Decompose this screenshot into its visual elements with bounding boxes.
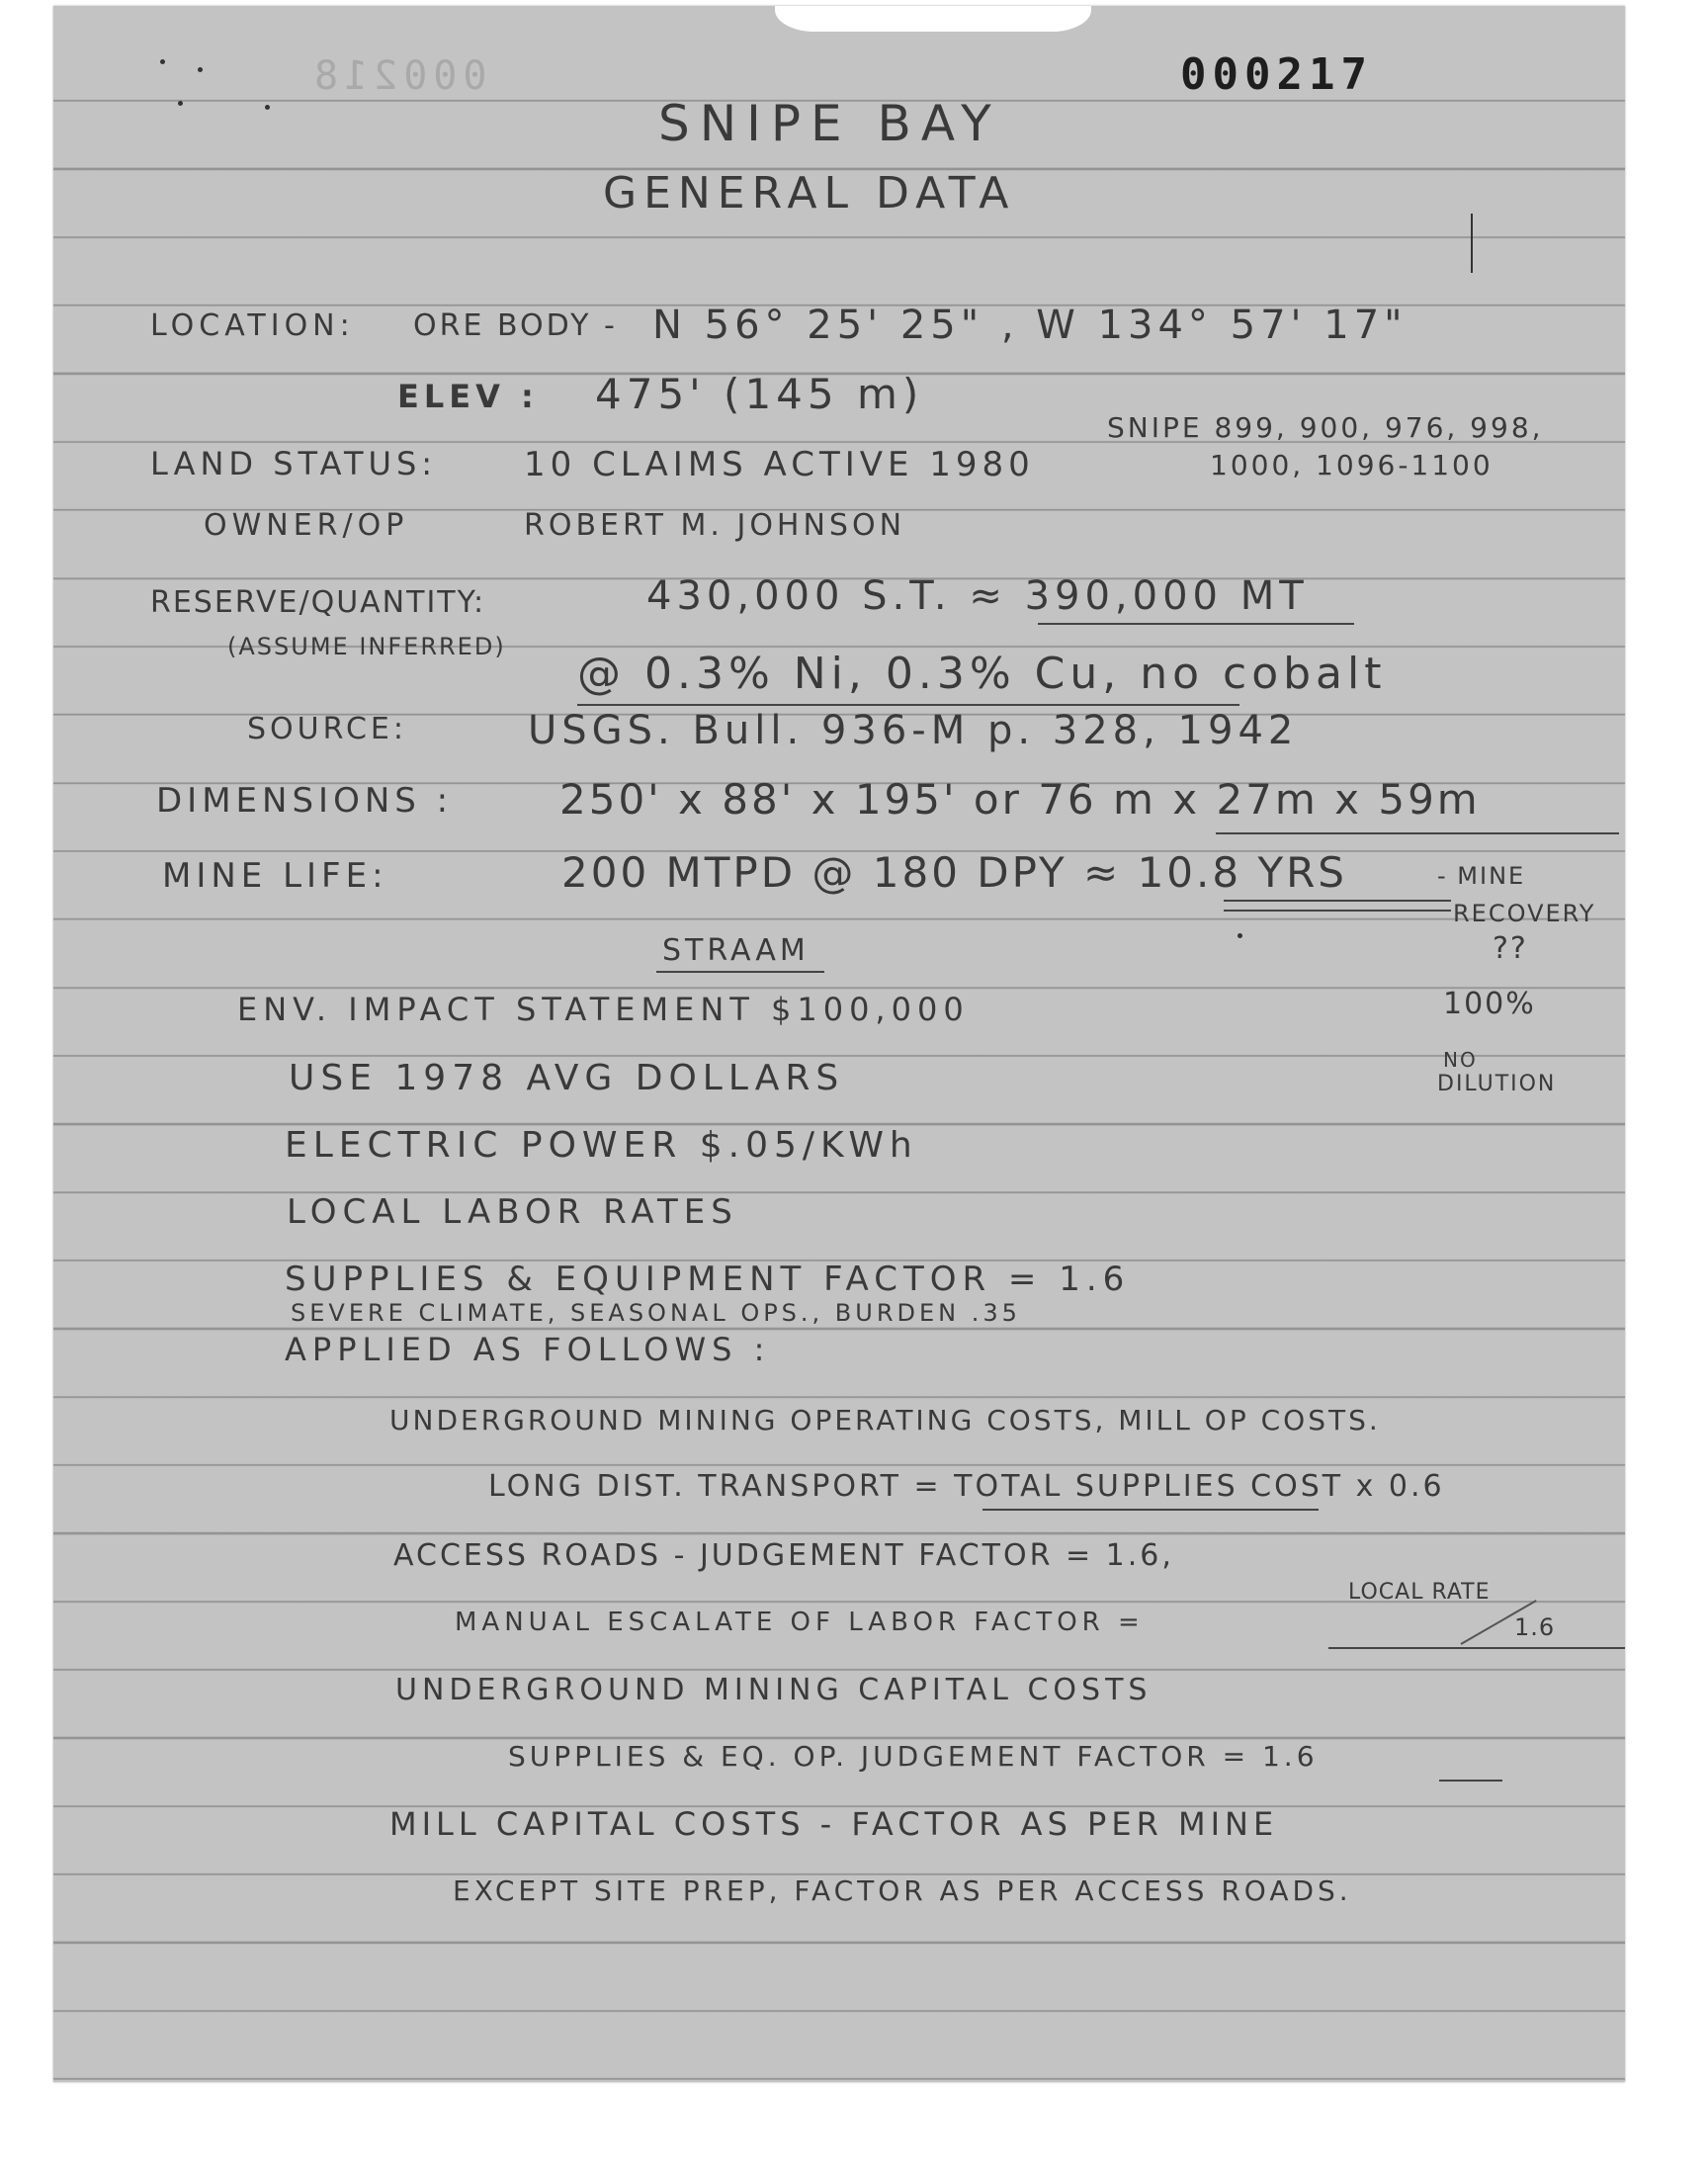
note-mill-capital: MILL CAPITAL COSTS - FACTOR AS PER MINE (389, 1805, 1279, 1843)
note-dollars: USE 1978 AVG DOLLARS (289, 1058, 845, 1098)
owner-value: ROBERT M. JOHNSON (524, 508, 906, 543)
source-value: USGS. Bull. 936-M p. 328, 1942 (528, 708, 1299, 753)
elevation-label: ELEV : (397, 378, 539, 415)
page-subtitle: GENERAL DATA (603, 168, 1016, 218)
note-applied: APPLIED AS FOLLOWS : (285, 1331, 771, 1368)
reserve-grade: @ 0.3% Ni, 0.3% Cu, no cobalt (577, 649, 1387, 699)
reserve-assumption: (ASSUME INFERRED) (227, 633, 506, 660)
sheet-tab-notch (775, 6, 1091, 32)
dimensions-label: DIMENSIONS : (156, 781, 454, 821)
underline (1328, 1647, 1625, 1649)
land-status-value: 10 CLAIMS ACTIVE 1980 (524, 445, 1035, 484)
underline (982, 1509, 1319, 1511)
mine-life-label: MINE LIFE: (162, 856, 388, 896)
underline (1216, 832, 1619, 834)
note-access-roads: ACCESS ROADS - JUDGEMENT FACTOR = 1.6, (393, 1538, 1174, 1573)
recovery-query: ?? (1493, 931, 1528, 966)
note-electric-power: ELECTRIC POWER $.05/KWh (285, 1125, 918, 1166)
note-long-dist-transport: LONG DIST. TRANSPORT = TOTAL SUPPLIES COST x 0.6 (488, 1469, 1445, 1504)
underline (1224, 910, 1451, 912)
note-underground-op-costs: UNDERGROUND MINING OPERATING COSTS, MILL OP COSTS. (389, 1404, 1381, 1436)
page-stamp-number: 000217 (1180, 49, 1373, 100)
fraction-denominator: 1.6 (1514, 1613, 1556, 1641)
pen-mark (1471, 214, 1473, 273)
note-underground-capital: UNDERGROUND MINING CAPITAL COSTS (395, 1673, 1153, 1707)
note-env-impact: ENV. IMPACT STATEMENT $100,000 (237, 991, 970, 1028)
elevation-value: 475' (145 m) (595, 370, 924, 418)
note-except-site-prep: EXCEPT SITE PREP, FACTOR AS PER ACCESS ROADS. (453, 1874, 1352, 1907)
notepad-sheet (53, 6, 1625, 2082)
ink-dot (160, 59, 165, 64)
recovery-percent: 100% (1443, 987, 1536, 1021)
underline (1439, 1780, 1502, 1782)
orebody-coordinates: N 56° 25' 25" , W 134° 57' 17" (652, 303, 1408, 348)
claim-numbers-line2: 1000, 1096-1100 (1210, 449, 1494, 481)
show-through-number: 000218 (308, 53, 487, 99)
underline (1224, 900, 1451, 902)
note-supplies-eq-op: SUPPLIES & EQ. OP. JUDGEMENT FACTOR = 1.6 (508, 1740, 1319, 1773)
underline (577, 704, 1239, 706)
orebody-label: ORE BODY - (413, 308, 618, 343)
ink-dot (265, 105, 270, 110)
dilution-no: NO (1443, 1048, 1478, 1072)
note-severe-climate: SEVERE CLIMATE, SEASONAL OPS., BURDEN .35 (291, 1299, 1021, 1327)
ink-dot (178, 101, 183, 106)
page-title: SNIPE BAY (658, 95, 1001, 152)
note-labor-rates: LOCAL LABOR RATES (287, 1192, 738, 1232)
claim-numbers-line1: SNIPE 899, 900, 976, 998, (1107, 411, 1544, 444)
underline (656, 971, 824, 973)
mine-life-value: 200 MTPD @ 180 DPY ≈ 10.8 YRS (561, 848, 1347, 897)
source-label: SOURCE: (247, 712, 407, 746)
reserve-label: RESERVE/QUANTITY: (150, 585, 486, 620)
recovery-note: RECOVERY (1453, 900, 1596, 927)
reserve-value: 430,000 S.T. ≈ 390,000 MT (646, 573, 1309, 619)
underline (1038, 623, 1354, 625)
ink-dot (198, 67, 203, 72)
location-label: LOCATION: (150, 308, 355, 343)
straam-heading: STRAAM (662, 933, 810, 968)
land-status-label: LAND STATUS: (150, 445, 438, 482)
fraction-numerator: LOCAL RATE (1348, 1580, 1491, 1605)
dimensions-value: 250' x 88' x 195' or 76 m x 27m x 59m (559, 775, 1481, 824)
ink-dot (1238, 933, 1242, 938)
mine-recovery-note: - MINE (1437, 862, 1526, 890)
dilution-note: DILUTION (1437, 1072, 1557, 1096)
owner-label: OWNER/OP (204, 508, 409, 543)
note-supplies-factor: SUPPLIES & EQUIPMENT FACTOR = 1.6 (285, 1260, 1131, 1299)
note-manual-escalate: MANUAL ESCALATE OF LABOR FACTOR = (455, 1608, 1145, 1637)
